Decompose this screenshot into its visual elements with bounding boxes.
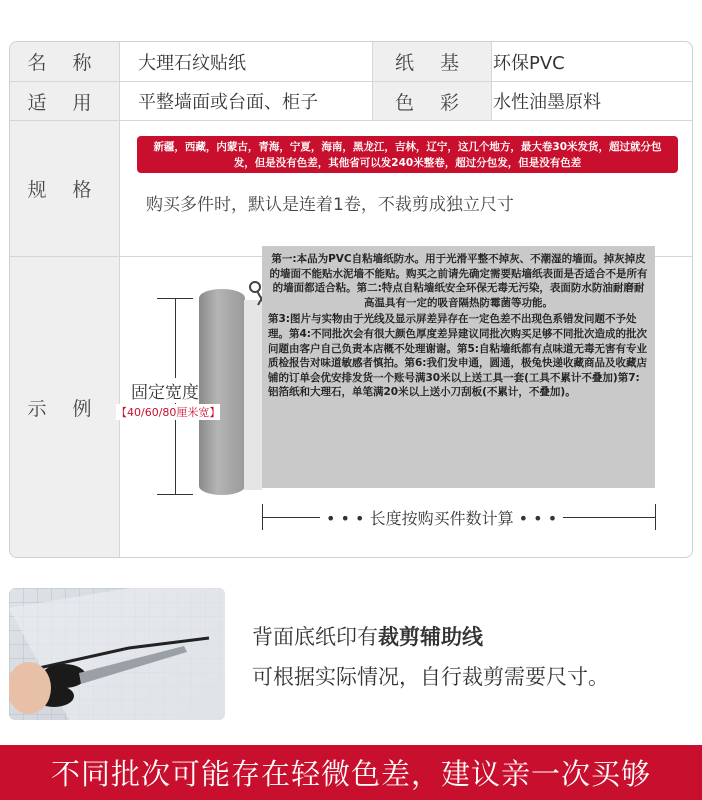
multi-purchase-note: 购买多件时，默认是连着1卷，不裁剪成独立尺寸 [146, 195, 514, 215]
fixed-width-sizes: 【40/60/80厘米宽】 [116, 406, 221, 419]
cutting-photo [9, 588, 225, 720]
use-label: 适 用 [10, 82, 120, 120]
shipping-notice: 新疆，西藏，内蒙古，青海，宁夏，海南，黑龙江，吉林，辽宁，这几个地方，最大卷30米发货，超过就分包发，但是没有色差，其他省可以发240米整卷，超过分包发，但是没有色差 [137, 136, 678, 173]
product-notes [262, 246, 655, 488]
name-value: 大理石纹贴纸 [138, 52, 246, 74]
color-difference-banner: 不同批次可能存在轻微色差，建议亲一次买够 [0, 745, 702, 800]
tip-line-1 [252, 621, 483, 651]
length-tick-right [655, 504, 656, 530]
width-cap-bottom [157, 494, 193, 495]
wallpaper-roll [199, 289, 245, 495]
unrolled-paper [244, 300, 262, 490]
name-label: 名 称 [10, 42, 120, 81]
notes-paragraph-2: 第3:图片与实物由于光线及显示屏差异存在一定色差不出现色系错发问题不予处理。第4:不同批次会有很大颜色厚度差异建议同批次购买足够不同批次造成的批次问题由客户自己负责本店概不处理谢谢。第5:自粘墙纸都有点味道无毒无害有专业质检报告对味道敏感者慎拍。第6:我们发申通，圆通，极兔快递收藏商品及收藏店铺的订单会优安排发货一个账号满30米以上送工具一套(工具不累计不叠加)第7:铝箔纸和大理石，单笔满20米以上送小刀刮板(不累计，不叠加)。 [268, 313, 648, 399]
tip-line-2: 可根据实际情况，自行裁剪需要尺寸。 [252, 665, 609, 689]
spec-row-use [10, 82, 692, 121]
width-cap-top [157, 298, 193, 299]
base-label: 纸 基 [372, 42, 492, 81]
size-label: 规 格 [10, 121, 120, 256]
color-label: 色 彩 [372, 82, 492, 120]
spec-row-name [10, 42, 692, 82]
example-label: 示 例 [10, 257, 120, 557]
tip-line-1-prefix: 背面底纸印有 [252, 625, 378, 649]
color-value: 水性油墨原料 [493, 92, 601, 113]
tip-line-1-bold: 裁剪辅助线 [378, 625, 483, 649]
spec-row-size [10, 121, 692, 257]
notes-paragraph-1: 第一:本品为PVC自粘墙纸防水。用于光滑平整不掉灰、不潮湿的墙面。掉灰掉皮的墙面不能贴水泥墙不能贴。购买之前请先确定需要贴墙纸表面是否适合不是所有的墙面都适合粘。第二:特点自粘墙纸安全环保无毒无污染，表面防水防油耐磨耐高温具有一定的吸音隔热防霉菌等功能。 [269, 253, 648, 309]
length-note: • • • 长度按购买件数计算 • • • [320, 506, 563, 529]
scissors-cutting-illustration [9, 588, 225, 720]
use-value: 平整墙面或台面、柜子 [138, 92, 318, 113]
fixed-width-label: 固定宽度 [131, 378, 199, 403]
base-value: 环保PVC [493, 52, 565, 74]
